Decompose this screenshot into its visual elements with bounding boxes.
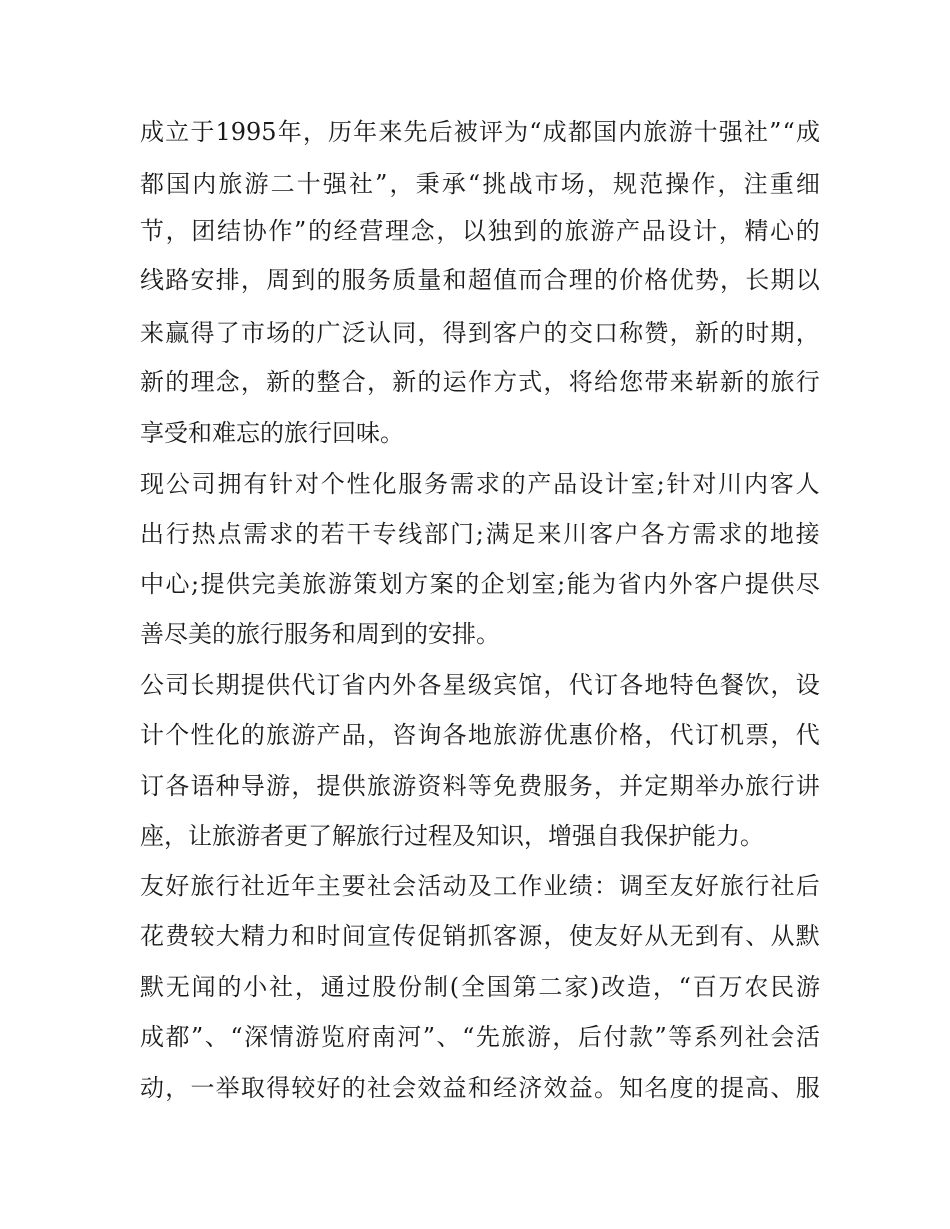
- text-line: 座，让旅游者更了解旅行过程及知识，增强自我保护能力。: [140, 822, 764, 850]
- text-line: 友 好 旅 行 社 近 年 主 要 社 会 活 动 及 工 作 业 绩 ： 调 至 友 好 旅 行 社 后: [140, 872, 820, 900]
- text-line: 善尽美的旅行服务和周到的安排。: [140, 620, 500, 648]
- text-line: 来 赢 得 了 市 场 的 广 泛 认 同 ， 得 到 客 户 的 交 口 称 赞 ， 新 的 时 期 ，: [140, 319, 820, 347]
- text-line: 订 各 语 种 导 游 ， 提 供 旅 游 资 料 等 免 费 服 务 ， 并 定 期 举 办 旅 行 讲: [140, 772, 820, 800]
- text-line: 花 费 较 大 精 力 和 时 间 宣 传 促 销 抓 客 源 ， 使 友 好 从 无 到 有 、 从 默: [140, 922, 820, 950]
- text-line: 动 ， 一 举 取 得 较 好 的 社 会 效 益 和 经 济 效 益 。 知 名 度 的 提 高 、 服: [140, 1074, 820, 1102]
- text-line: 成 立 于 1995 年 ， 历 年 来 先 后 被 评 为 “ 成 都 国 内 旅 游 十 强 社 ” “ 成: [140, 118, 820, 146]
- text-line: 公 司 长 期 提 供 代 订 省 内 外 各 星 级 宾 馆 ， 代 订 各 地 特 色 餐 饮 ， 设: [140, 671, 820, 699]
- text-line: 出 行 热 点 需 求 的 若 干 专 线 部 门 ; 满 足 来 川 客 户 各 方 需 求 的 地 接: [140, 520, 820, 548]
- text-line: 成 都 ” 、 “ 深 情 游 览 府 南 河 ” 、 “ 先 旅 游 ， 后 付 款 ” 等 系 列 社 会 活: [140, 1023, 820, 1051]
- text-line: 线 路 安 排 ， 周 到 的 服 务 质 量 和 超 值 而 合 理 的 价 格 优 势 ， 长 期 以: [140, 266, 820, 294]
- text-line: 中 心 ; 提 供 完 美 旅 游 策 划 方 案 的 企 划 室 ; 能 为 省 内 外 客 户 提 供 尽: [140, 570, 820, 598]
- text-line: 都 国 内 旅 游 二 十 强 社 ” ， 秉 承 “ 挑 战 市 场 ， 规 范 操 作 ， 注 重 细: [140, 170, 820, 198]
- text-line: 享受和难忘的旅行回味。: [140, 419, 404, 447]
- text-line: 默 无 闻 的 小 社 ， 通 过 股 份 制 ( 全 国 第 二 家 ) 改 造 ， “ 百 万 农 民 游: [140, 973, 820, 1001]
- text-line: 节 ， 团 结 协 作 ” 的 经 营 理 念 ， 以 独 到 的 旅 游 产 品 设 计 ， 精 心 的: [140, 217, 820, 245]
- text-line: 新 的 理 念 ， 新 的 整 合 ， 新 的 运 作 方 式 ， 将 给 您 带 来 崭 新 的 旅 行: [140, 368, 820, 396]
- text-line: 现 公 司 拥 有 针 对 个 性 化 服 务 需 求 的 产 品 设 计 室 ; 针 对 川 内 客 人: [140, 470, 820, 498]
- text-line: 计 个 性 化 的 旅 游 产 品 ， 咨 询 各 地 旅 游 优 惠 价 格 ， 代 订 机 票 ， 代: [140, 721, 820, 749]
